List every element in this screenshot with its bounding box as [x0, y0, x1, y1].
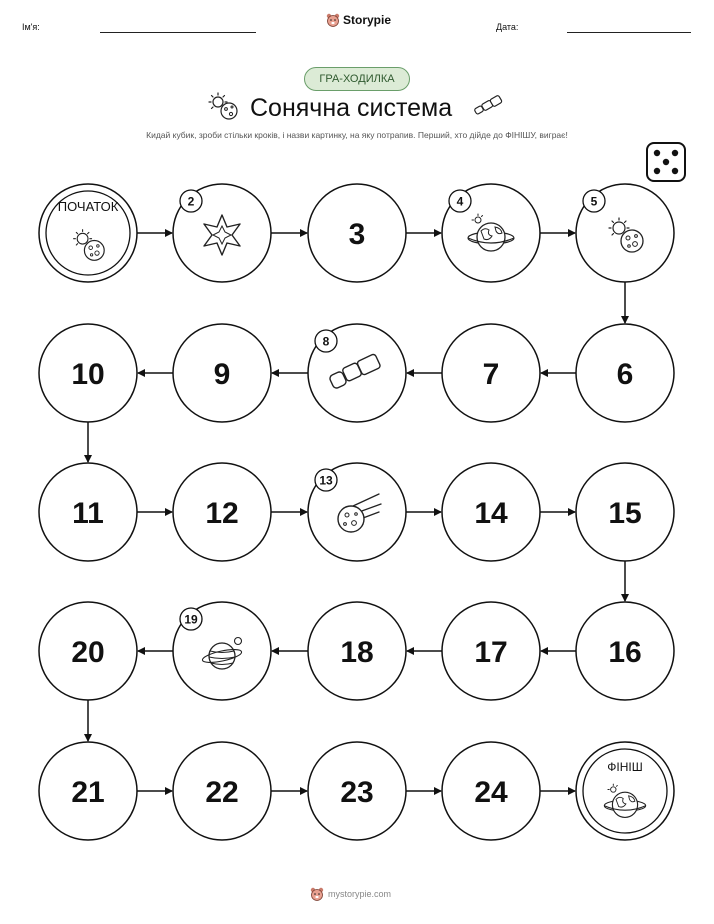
board-cell — [576, 602, 674, 700]
board-cell — [173, 742, 271, 840]
bear-logo-icon — [310, 887, 324, 901]
start-label: ПОЧАТОК — [57, 199, 119, 214]
board-cell — [39, 463, 137, 561]
cell-number: 22 — [205, 776, 239, 809]
board-cell — [442, 463, 540, 561]
footer — [310, 887, 391, 901]
board-cell — [39, 742, 137, 840]
game-type-tag: ГРА-ХОДИЛКА — [304, 67, 410, 91]
board-cell — [576, 184, 674, 282]
cell-number-badge: 8 — [322, 334, 330, 349]
board-cell — [308, 184, 406, 282]
cell-number: 16 — [608, 636, 642, 669]
board-cell — [39, 324, 137, 422]
cell-number: 9 — [213, 358, 231, 391]
cell-number: 15 — [608, 497, 642, 530]
board-cell — [308, 742, 406, 840]
board-cell — [308, 602, 406, 700]
board-cell — [173, 184, 271, 282]
cell-number-badge: 4 — [456, 194, 464, 209]
board-cell — [442, 742, 540, 840]
cell-number: 17 — [474, 636, 508, 669]
name-label: Ім'я: — [22, 22, 40, 32]
cell-number: 23 — [340, 776, 374, 809]
cell-number: 24 — [474, 776, 508, 809]
cell-number-badge: 13 — [319, 473, 333, 488]
cell-number: 3 — [348, 218, 366, 251]
board-cell — [576, 463, 674, 561]
cell-number: 21 — [71, 776, 105, 809]
board-cell — [173, 602, 271, 700]
finish-label: ФІНІШ — [607, 760, 643, 774]
footer-url: mystorypie.com — [328, 889, 392, 899]
cell-number-badge: 19 — [184, 612, 198, 627]
board-cell — [308, 463, 406, 561]
instructions: Кидай кубик, зроби стільки кроків, і назви картинку, на яку потрапив. Перший, хто дійде до ФІНІШУ, виграє! — [146, 130, 568, 140]
finish-cell — [576, 742, 674, 840]
board-cell — [308, 324, 406, 422]
cell-number: 12 — [205, 497, 239, 530]
board-cell — [576, 324, 674, 422]
board-cell — [173, 324, 271, 422]
cell-number: 7 — [482, 358, 500, 391]
date-label: Дата: — [496, 22, 519, 32]
cell-number: 18 — [340, 636, 374, 669]
board-cell — [442, 184, 540, 282]
cell-number: 10 — [71, 358, 105, 391]
cell-number-badge: 5 — [590, 194, 598, 209]
cell-number: 11 — [72, 497, 104, 530]
cell-number: 20 — [71, 636, 105, 669]
cell-number: 14 — [474, 497, 508, 530]
board-cell — [442, 324, 540, 422]
cell-number: 6 — [616, 358, 634, 391]
cell-number-badge: 2 — [187, 194, 195, 209]
page-title: Сонячна система — [250, 94, 453, 122]
board-cell — [442, 602, 540, 700]
start-cell — [39, 184, 137, 282]
board-cell — [39, 602, 137, 700]
brand-name: Storypie — [343, 13, 392, 27]
board-cell — [173, 463, 271, 561]
